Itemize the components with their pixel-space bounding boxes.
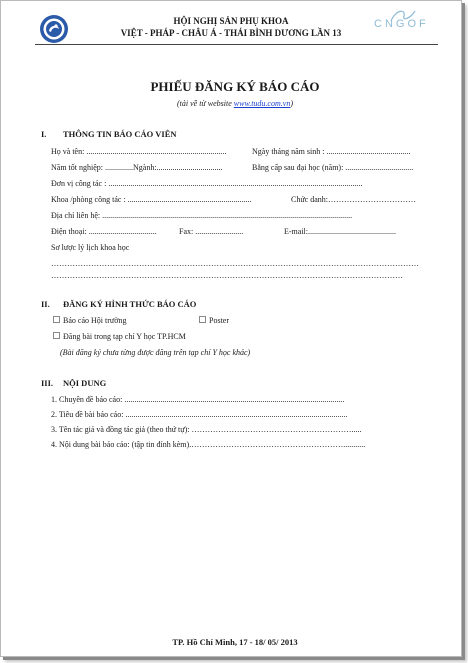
subtitle-prefix: (tải về từ website xyxy=(177,99,234,108)
cv-line-2[interactable]: …………………………………………………………………………………………………………………… xyxy=(51,271,403,280)
address-field[interactable]: Địa chỉ liên hệ: ............................................................................................................................. xyxy=(51,211,353,220)
department-field[interactable]: Khoa /phòng công tác : .............................................................. xyxy=(51,195,252,204)
cngof-logo-text: CNGOF xyxy=(374,18,429,30)
form-title: PHIẾU ĐĂNG KÝ BÁO CÁO xyxy=(150,79,320,94)
workplace-field[interactable]: Đơn vị công tác : ............................................................................................................................... xyxy=(51,179,363,188)
position-field[interactable]: Chức danh:…………………………… xyxy=(291,195,416,204)
form-subtitle xyxy=(1,99,468,108)
option-hall[interactable] xyxy=(53,316,126,325)
journal-label: Đăng bài trong tạp chí Y học TP.HCM xyxy=(63,332,186,341)
header-line-2: VIỆT - PHÁP - CHÂU Á - THÁI BÌNH DƯƠNG LẦN 13 xyxy=(120,28,342,38)
hall-label: Báo cáo Hội trường xyxy=(63,316,127,325)
journal-checkbox[interactable] xyxy=(53,332,60,339)
fax-field[interactable]: Fax: ........................ xyxy=(179,227,244,236)
content-item-3[interactable]: 3. Tên tác giả và đồng tác giả (theo thứ tự): ……………………………………………………..... xyxy=(51,425,362,434)
hall-checkbox[interactable] xyxy=(53,316,60,323)
footer-place-date: TP. Hồ Chí Minh, 17 - 18/ 05/ 2013 xyxy=(172,637,298,647)
poster-label: Poster xyxy=(209,316,229,325)
section-3-title: NỘI DUNG xyxy=(63,378,107,388)
section-2-number: II. xyxy=(41,299,50,309)
header-divider xyxy=(35,44,438,45)
section-3-number: III. xyxy=(41,378,54,388)
section-1-number: I. xyxy=(41,129,47,139)
cv-label: Sơ lược lý lịch khoa học xyxy=(51,243,130,252)
postgrad-field[interactable]: Bằng cấp sau đại học (năm): .................................. xyxy=(252,163,414,172)
email-field[interactable]: E-mail:............................................ xyxy=(284,227,396,236)
website-link[interactable]: www.tudu.com.vn xyxy=(233,99,291,108)
section-3-heading xyxy=(41,378,106,388)
section-1-title: THÔNG TIN BÁO CÁO VIÊN xyxy=(63,129,177,139)
dob-field[interactable]: Ngày tháng năm sinh : .......................................... xyxy=(252,147,411,156)
poster-checkbox[interactable] xyxy=(199,316,206,323)
header-line-1: HỘI NGHỊ SẢN PHỤ KHOA xyxy=(173,16,289,26)
content-item-1[interactable]: 1. Chuyên đề báo cáo: .............................................................................................................. xyxy=(51,395,345,404)
option-journal[interactable] xyxy=(53,332,186,341)
section-2-heading xyxy=(41,299,196,309)
subtitle-suffix: ) xyxy=(290,99,293,108)
section-1-heading xyxy=(41,129,177,139)
name-field[interactable]: Họ và tên: ...................................................................... xyxy=(51,147,227,156)
cv-line-1[interactable]: ………………………………………………………………………………………………………………………… xyxy=(51,259,419,268)
option-poster[interactable] xyxy=(199,316,229,325)
grad-year-field[interactable]: Năm tốt nghiệp: ..............Ngành:................................. xyxy=(51,163,223,172)
content-item-2[interactable]: 2. Tiêu đề bài báo cáo: ............................................................................................................... xyxy=(51,410,348,419)
content-item-4[interactable]: 4. Nội dung bài báo cáo: (tập tin đính kèm).…………………………………………………........... xyxy=(51,440,366,449)
section-2-title: ĐĂNG KÝ HÌNH THỨC BÁO CÁO xyxy=(63,299,197,309)
phone-field[interactable]: Điện thoại: .................................. xyxy=(51,227,157,236)
journal-note: (Bài đăng ký chưa từng được đăng trên tạp chí Y học khác) xyxy=(60,348,251,357)
